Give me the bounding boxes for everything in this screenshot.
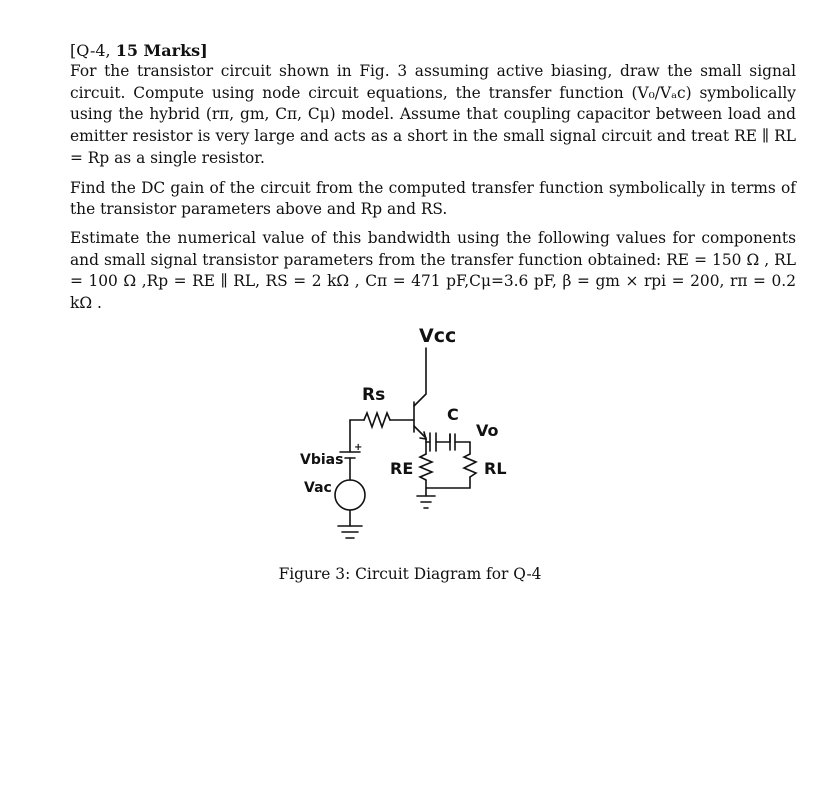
paragraph-bandwidth: Estimate the numerical value of this bandwidth using the following values for components and small signal transistor parameters from the transfer function obtained: RE = 150 Ω , RL = 100 Ω ,Rp = RE ∥ RL, RS = 2 kΩ , Cπ = 471 pF,Cμ=3.6 pF, β = gm × rpi = 200, rπ = 0.2 kΩ . [70, 228, 796, 313]
re-resistor [420, 454, 432, 480]
figure-caption: Figure 3: Circuit Diagram for Q-4 [278, 565, 542, 583]
paragraph-dc-gain: Find the DC gain of the circuit from the computed transfer function symbolically in terms of the transistor parameters above and Rp and RS. [70, 178, 796, 219]
circuit-diagram [290, 312, 530, 552]
label-vbias: Vbias [300, 452, 344, 468]
vcc-wire [414, 348, 426, 406]
rs-resistor [364, 413, 390, 427]
circuit-figure [290, 312, 530, 552]
question-marks: 15 Marks] [115, 41, 208, 60]
label-plus: + [354, 442, 363, 453]
question-heading [70, 40, 796, 61]
label-rs: Rs [362, 385, 386, 405]
vac-source-circle [335, 480, 365, 510]
question-number: [Q-4, [70, 41, 111, 60]
vac-ground [338, 526, 362, 538]
label-vcc: Vcc [419, 325, 457, 347]
label-vo: Vo [476, 421, 499, 440]
rl-resistor [464, 454, 476, 477]
question-page [70, 40, 796, 322]
paragraph-problem: For the transistor circuit shown in Fig. 3 assuming active biasing, draw the small signal circuit. Compute using node circuit equations, the transfer function (V₀/Vₐc) symbolically using the hybrid (rπ, gm, Cπ, Cμ) model. Assume that coupling capacitor between load and emitter resistor is very large and acts as a short in the small signal circuit and treat RE ∥ RL = Rp as a single resistor. [70, 62, 796, 167]
label-rl: RL [484, 459, 507, 478]
rl-bottom-wire [426, 477, 470, 488]
label-vac: Vac [304, 480, 332, 496]
re-ground [417, 496, 435, 508]
label-c: C [447, 405, 459, 424]
label-re: RE [390, 459, 414, 478]
capacitor-wire-right [436, 434, 450, 442]
